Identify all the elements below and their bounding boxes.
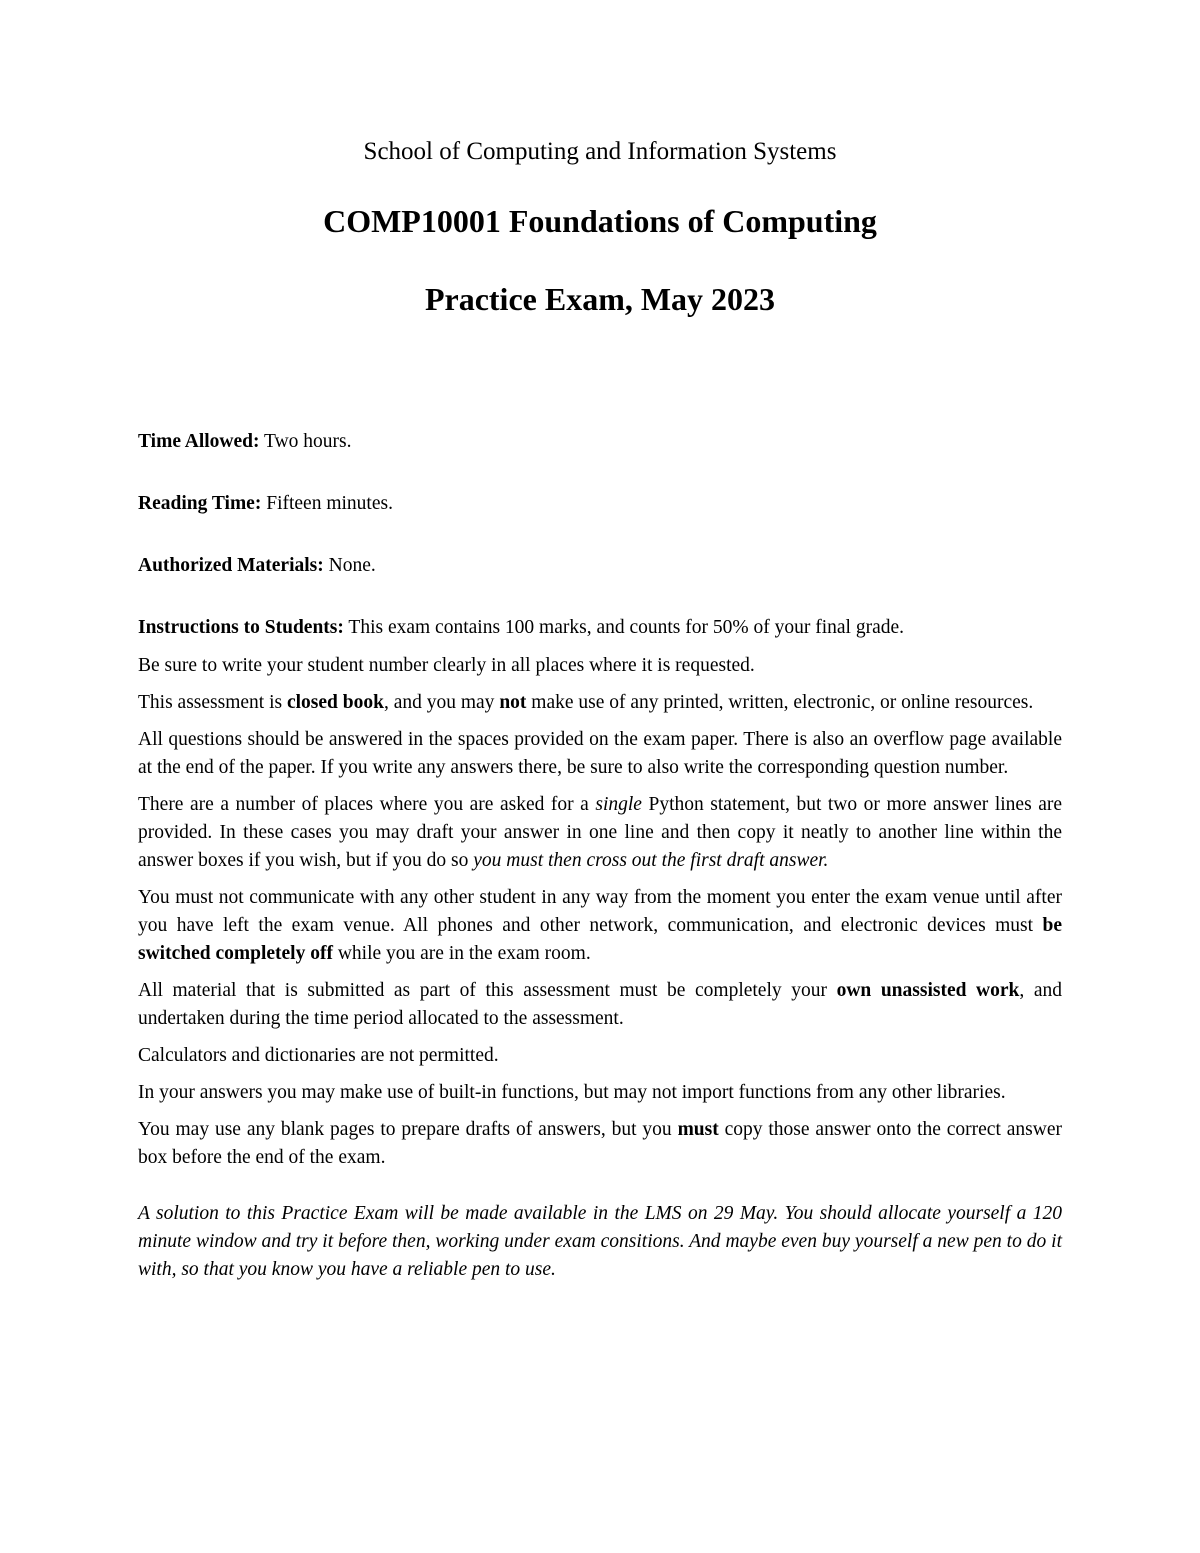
must-emphasis: must xyxy=(677,1119,719,1140)
exam-instructions xyxy=(138,428,1062,1293)
calculators-paragraph: Calculators and dictionaries are not permitted. xyxy=(138,1045,499,1066)
communication-text-a: You must not communicate with any other student in any way from the moment you enter the exam venue until after you have left the exam venue. All phones and other network, communication, and electronic devices must xyxy=(138,887,1062,936)
authorized-materials-label: Authorized Materials: xyxy=(138,555,324,576)
own-work-text-a: All material that is submitted as part of this assessment must be completely your xyxy=(138,980,837,1001)
closed-book-text-e: make use of any printed, written, electronic, or online resources. xyxy=(526,692,1034,713)
reading-time-label: Reading Time: xyxy=(138,493,262,514)
time-allowed-field xyxy=(138,428,1062,456)
single-statement-text-c: Python statement, but two or more answer lines are provided. In these cases you may draft your answer in one line and then copy it neatly to another line within the answer boxes if you wish, but if you do so xyxy=(138,794,1062,871)
own-work-paragraph xyxy=(138,977,1062,1033)
single-emphasis: single xyxy=(595,794,642,815)
authorized-materials-value: None. xyxy=(328,555,376,576)
answer-spaces-paragraph: All questions should be answered in the spaces provided on the exam paper. There is also an overflow page available at the end of the paper. If you write any answers there, be sure to also write the corresponding question number. xyxy=(138,729,1062,778)
time-allowed-label: Time Allowed: xyxy=(138,431,260,452)
time-allowed-value: Two hours. xyxy=(264,431,352,452)
cross-out-emphasis: you must then cross out the first draft answer. xyxy=(473,850,829,871)
communication-paragraph xyxy=(138,884,1062,968)
not-emphasis: not xyxy=(499,692,527,713)
authorized-materials-field xyxy=(138,552,1062,580)
closed-book-text-a: This assessment is xyxy=(138,692,287,713)
switched-off-emphasis: be switched completely off xyxy=(138,915,1062,964)
exam-title: Practice Exam, May 2023 xyxy=(424,281,776,317)
instructions-field xyxy=(138,614,1062,642)
solution-note: A solution to this Practice Exam will be made available in the LMS on 29 May. You should allocate yourself a 120 minute window and try it before then, working under exam consitions. And maybe even buy yourself a new pen to do it with, so that you know you have a reliable pen to use. xyxy=(138,1203,1062,1280)
instructions-value: This exam contains 100 marks, and counts for 50% of your final grade. xyxy=(348,617,905,638)
own-work-text-c: , and undertaken during the time period allocated to the assessment. xyxy=(138,980,1062,1029)
blank-pages-text-c: copy those answer onto the correct answer box before the end of the exam. xyxy=(138,1119,1062,1168)
course-title: COMP10001 Foundations of Computing xyxy=(323,203,877,239)
school-name: School of Computing and Information Systems xyxy=(363,138,837,165)
single-statement-text-a: There are a number of places where you are asked for a xyxy=(138,794,596,815)
reading-time-field xyxy=(138,490,1062,518)
built-in-functions-paragraph: In your answers you may make use of built-in functions, but may not import functions from any other libraries. xyxy=(138,1082,1006,1103)
blank-pages-text-a: You may use any blank pages to prepare drafts of answers, but you xyxy=(138,1119,678,1140)
closed-book-emphasis: closed book xyxy=(286,692,384,713)
closed-book-text-c: , and you may xyxy=(383,692,500,713)
blank-pages-paragraph xyxy=(138,1116,1062,1172)
student-number-paragraph: Be sure to write your student number clearly in all places where it is requested. xyxy=(138,655,755,676)
closed-book-paragraph xyxy=(138,689,1062,717)
single-statement-paragraph xyxy=(138,791,1062,875)
own-work-emphasis: own unassisted work xyxy=(836,980,1020,1001)
reading-time-value: Fifteen minutes. xyxy=(266,493,393,514)
instructions-label: Instructions to Students: xyxy=(138,617,344,638)
communication-text-c: while you are in the exam room. xyxy=(332,943,591,964)
